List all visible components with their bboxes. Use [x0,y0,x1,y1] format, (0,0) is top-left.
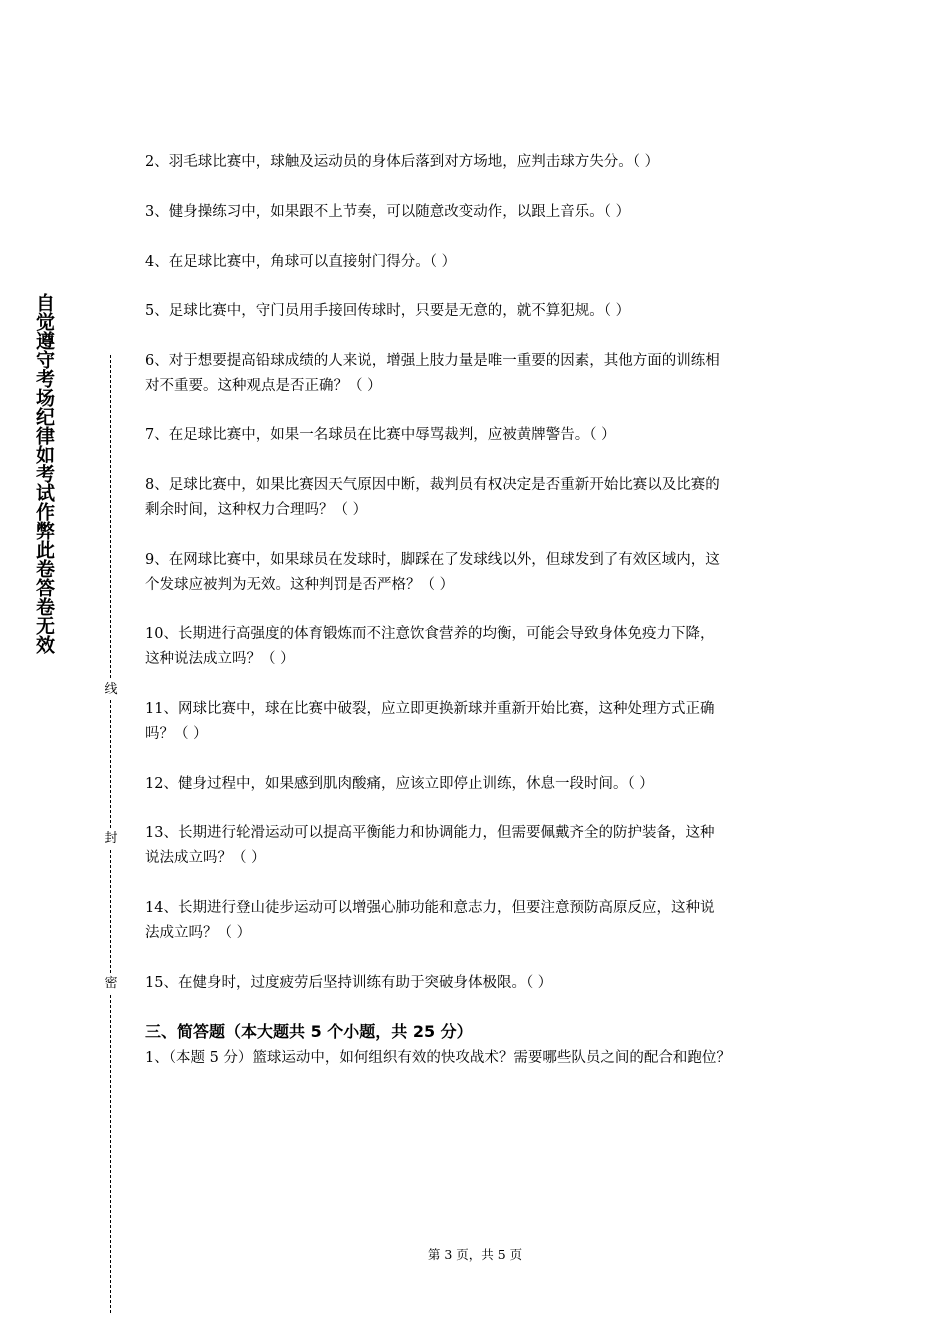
question-text: 15、在健身时，过度疲劳后坚持训练有助于突破身体极限。（ ） [145,975,553,991]
question-text: 2、羽毛球比赛中，球触及运动员的身体后落到对方场地，应判击球方失分。（ ） [145,154,660,170]
question-15 [145,971,825,996]
question-7 [145,423,825,448]
question-text: 这种说法成立吗？（ ） [145,650,295,667]
question-4 [145,250,825,275]
question-text: 3、健身操练习中，如果跟不上节奏，可以随意改变动作，以跟上音乐。（ ） [145,204,631,220]
question-text: 1、（本题 5 分）篮球运动中，如何组织有效的快攻战术？需要哪些队员之间的配合和跑位？ [145,1050,731,1066]
question-8 [145,473,825,522]
section-title-short-answer: 三、简答题（本大题共 5 个小题，共 25 分） [145,1022,473,1041]
question-text: 4、在足球比赛中，角球可以直接射门得分。（ ） [145,254,457,270]
question-10 [145,622,825,671]
question-text: 11、网球比赛中，球在比赛中破裂，应立即更换新球并重新开始比赛，这种处理方式正确 [145,701,715,717]
binding-label-close: 密 [104,974,118,994]
question-11 [145,697,825,746]
question-text: 8、足球比赛中，如果比赛因天气原因中断，裁判员有权决定是否重新开始比赛以及比赛的 [145,477,720,493]
question-text: 剩余时间，这种权力合理吗？（ ） [145,501,368,518]
binding-label-seal: 封 [104,829,118,849]
question-text: 12、健身过程中，如果感到肌肉酸痛，应该立即停止训练，休息一段时间。（ ） [145,776,654,792]
page-number: 第 3 页，共 5 页 [427,1247,523,1262]
binding-label-line: 线 [104,680,118,700]
question-text: 个发球应被判为无效。这种判罚是否严格？（ ） [145,576,455,593]
question-text: 说法成立吗？（ ） [145,849,266,866]
question-text: 吗？（ ） [145,725,208,742]
short-answer-question-1 [145,1046,835,1071]
question-text: 6、对于想要提高铅球成绩的人来说，增强上肢力量是唯一重要的因素，其他方面的训练相 [145,353,720,369]
question-text: 法成立吗？（ ） [145,924,252,941]
question-text: 5、足球比赛中，守门员用手接回传球时，只要是无意的，就不算犯规。（ ） [145,303,631,319]
question-3 [145,200,825,225]
question-6 [145,349,825,398]
question-text: 9、在网球比赛中，如果球员在发球时，脚踩在了发球线以外，但球发到了有效区域内，这 [145,552,720,568]
question-text: 13、长期进行轮滑运动可以提高平衡能力和协调能力，但需要佩戴齐全的防护装备，这种 [145,825,715,841]
question-text: 7、在足球比赛中，如果一名球员在比赛中辱骂裁判，应被黄牌警告。（ ） [145,427,616,443]
question-text: 14、长期进行登山徒步运动可以增强心肺功能和意志力，但要注意预防高原反应，这种说 [145,900,715,916]
question-5 [145,299,825,324]
question-2 [145,150,825,175]
question-9 [145,548,825,597]
question-text: 对不重要。这种观点是否正确？（ ） [145,377,382,394]
exam-discipline-notice: 自觉遵守考场纪律如考试作弊此卷答卷无效 [33,293,55,654]
question-text: 10、长期进行高强度的体育锻炼而不注意饮食营养的均衡，可能会导致身体免疫力下降， [145,626,715,642]
question-12 [145,772,825,797]
question-13 [145,821,825,870]
question-14 [145,896,825,945]
